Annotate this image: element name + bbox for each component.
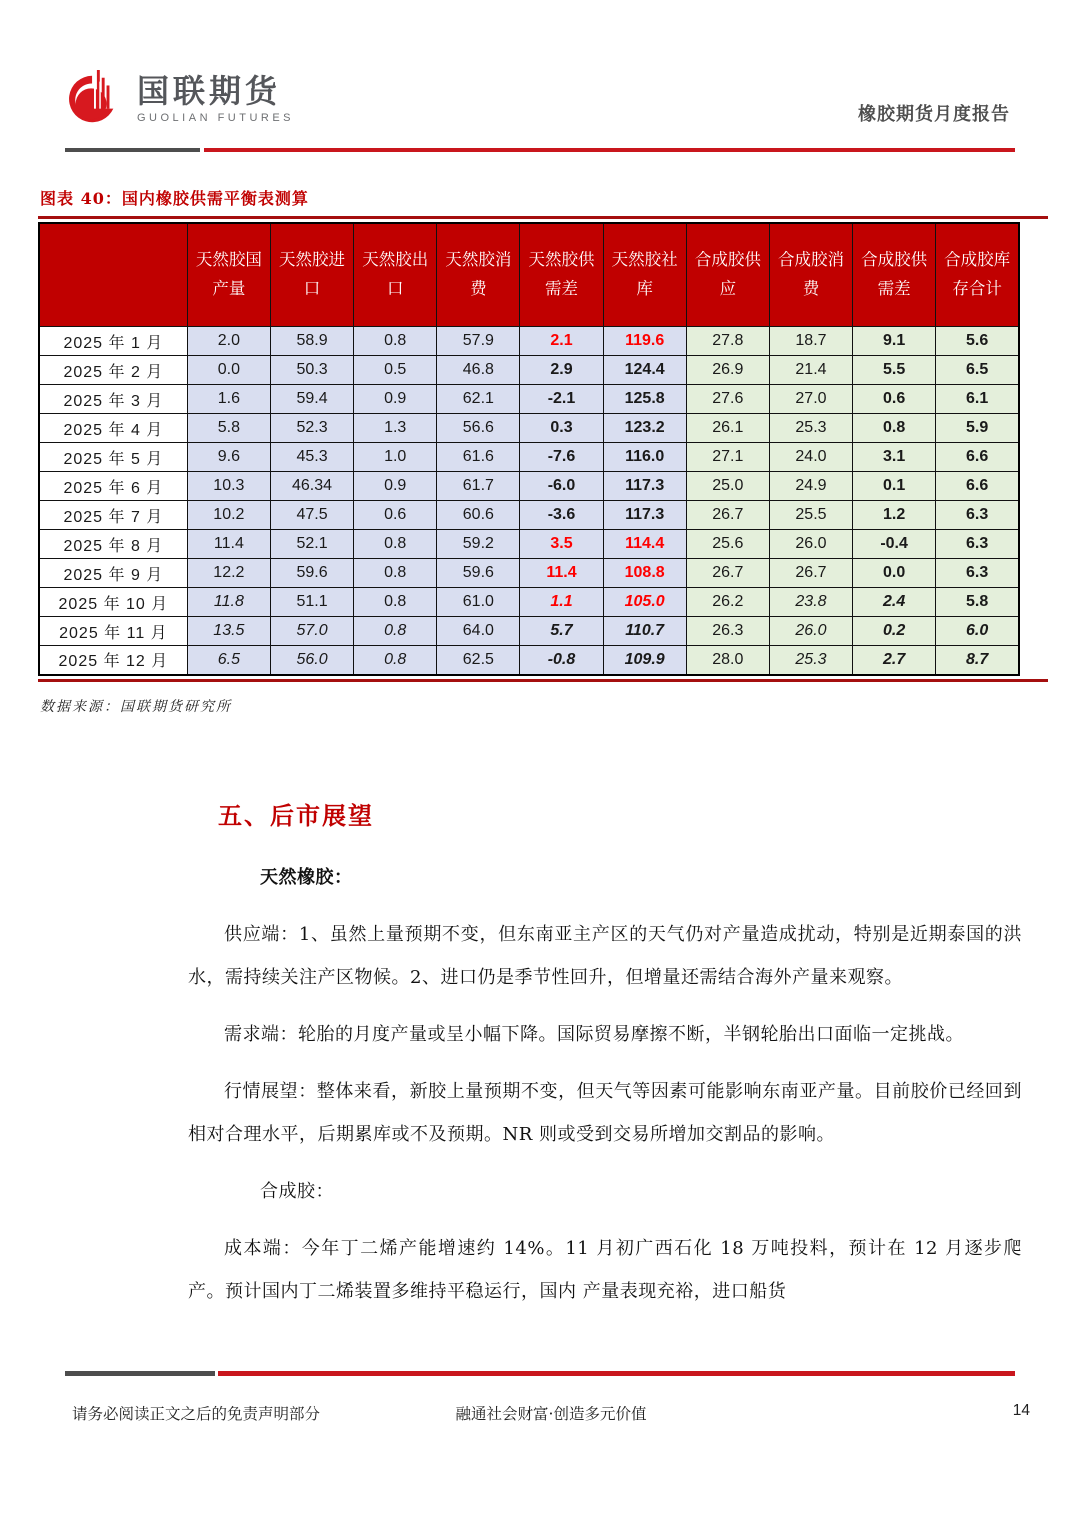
cost-paragraph: 成本端：今年丁二烯产能增速约 14%。11 月初广西石化 18 万吨投料，预计在 12 月逐步爬产。预计国内丁二烯装置多维持平稳运行，国内 产量表现充裕，进口船货 (188, 1238, 1022, 1302)
table-cell: 25.5 (769, 501, 852, 530)
table-row (39, 385, 1019, 414)
column-header: 天然胶国产量 (187, 223, 270, 327)
table-cell: 0.6 (354, 501, 437, 530)
table-cell: 6.6 (936, 472, 1019, 501)
table-cell: 62.5 (437, 646, 520, 675)
table-row (39, 646, 1019, 675)
table-cell: 3.5 (520, 530, 603, 559)
table-cell: 12.2 (187, 559, 270, 588)
table-cell: 47.5 (270, 501, 353, 530)
table-cell: 6.5 (187, 646, 270, 675)
table-cell: 5.8 (936, 588, 1019, 617)
table-cell: -0.4 (853, 530, 936, 559)
row-label: 2025 年 9 月 (39, 559, 187, 588)
footer-divider (65, 1371, 1015, 1376)
table-cell: 9.1 (853, 327, 936, 356)
table-cell: 26.0 (769, 530, 852, 559)
table-cell: 2.0 (187, 327, 270, 356)
footer-divider-red-segment (218, 1371, 1015, 1376)
table-cell: 2.1 (520, 327, 603, 356)
table-cell: 0.8 (354, 588, 437, 617)
table-cell: 25.6 (686, 530, 769, 559)
table-cell: 0.8 (354, 530, 437, 559)
table-cell: 0.3 (520, 414, 603, 443)
table-cell: 27.6 (686, 385, 769, 414)
table-cell: 45.3 (270, 443, 353, 472)
table-cell: 60.6 (437, 501, 520, 530)
table-header-row (39, 223, 1019, 327)
footer-slogan: 融通社会财富·创造多元价值 (455, 1405, 647, 1423)
table-cell: 0.1 (853, 472, 936, 501)
column-header: 合成胶供应 (686, 223, 769, 327)
demand-paragraph: 需求端：轮胎的月度产量或呈小幅下降。国际贸易摩擦不断，半钢轮胎出口面临一定挑战。 (224, 1024, 964, 1045)
table-cell: 0.8 (354, 559, 437, 588)
table-cell: 11.4 (520, 559, 603, 588)
table-cell: 27.0 (769, 385, 852, 414)
table-row (39, 443, 1019, 472)
figure-title: 图表 40：国内橡胶供需平衡表测算 (40, 189, 309, 208)
data-source-note: 数据来源：国联期货研究所 (40, 699, 232, 715)
table-cell: 11.8 (187, 588, 270, 617)
guolian-logo-icon (65, 68, 123, 130)
table-cell: 27.1 (686, 443, 769, 472)
table-cell: 59.6 (270, 559, 353, 588)
table-cell: 61.7 (437, 472, 520, 501)
table-cell: 109.9 (603, 646, 686, 675)
table-cell: 0.8 (354, 646, 437, 675)
supply-paragraph: 供应端：1、虽然上量预期不变，但东南亚主产区的天气仍对产量造成扰动，特别是近期泰国的洪水，需持续关注产区物候。2、进口仍是季节性回升，但增量还需结合海外产量来观察。 (188, 924, 1022, 988)
table-cell: 116.0 (603, 443, 686, 472)
table-cell: 0.9 (354, 385, 437, 414)
row-label: 2025 年 7 月 (39, 501, 187, 530)
table-cell: 11.4 (187, 530, 270, 559)
table-cell: 18.7 (769, 327, 852, 356)
table-cell: 52.1 (270, 530, 353, 559)
balance-table (38, 222, 1020, 676)
column-header: 天然胶社库 (603, 223, 686, 327)
table-cell: 0.5 (354, 356, 437, 385)
table-cell: 0.9 (354, 472, 437, 501)
natural-rubber-subheading: 天然橡胶： (260, 867, 353, 888)
brand-name-cn: 国联期货 (137, 72, 282, 109)
table-cell: 57.0 (270, 617, 353, 646)
row-label: 2025 年 8 月 (39, 530, 187, 559)
corner-header-cell (39, 223, 187, 327)
table-cell: 6.0 (936, 617, 1019, 646)
table-cell: 26.3 (686, 617, 769, 646)
column-header: 天然胶出口 (354, 223, 437, 327)
table-cell: 10.3 (187, 472, 270, 501)
table-cell: 5.6 (936, 327, 1019, 356)
table-cell: 0.6 (853, 385, 936, 414)
table-cell: 0.8 (354, 617, 437, 646)
table-cell: 125.8 (603, 385, 686, 414)
table-cell: 52.3 (270, 414, 353, 443)
table-cell: 119.6 (603, 327, 686, 356)
divider-red-segment (204, 148, 1015, 152)
table-cell: 110.7 (603, 617, 686, 646)
table-cell: 117.3 (603, 501, 686, 530)
table-cell: 13.5 (187, 617, 270, 646)
brand-name-en: GUOLIAN FUTURES (137, 112, 295, 125)
table-cell: 6.3 (936, 501, 1019, 530)
table-row (39, 530, 1019, 559)
footer-page-number: 14 (1012, 1402, 1030, 1419)
footer-disclaimer: 请务必阅读正文之后的免责声明部分 (72, 1405, 321, 1423)
table-cell: 26.2 (686, 588, 769, 617)
column-header: 天然胶消费 (437, 223, 520, 327)
table-cell: 0.0 (853, 559, 936, 588)
table-cell: 1.6 (187, 385, 270, 414)
table-cell: 5.9 (936, 414, 1019, 443)
row-label: 2025 年 10 月 (39, 588, 187, 617)
table-cell: 0.8 (354, 327, 437, 356)
table-cell: 6.6 (936, 443, 1019, 472)
table-cell: 24.9 (769, 472, 852, 501)
table-cell: 25.0 (686, 472, 769, 501)
table-row (39, 559, 1019, 588)
table-cell: 59.2 (437, 530, 520, 559)
table-row (39, 327, 1019, 356)
table-cell: 26.9 (686, 356, 769, 385)
table-cell: 6.1 (936, 385, 1019, 414)
column-header: 合成胶库存合计 (936, 223, 1019, 327)
table-cell: 5.7 (520, 617, 603, 646)
page-header (65, 68, 1015, 146)
outlook-section (188, 856, 1022, 1327)
table-cell: 0.2 (853, 617, 936, 646)
table-cell: 24.0 (769, 443, 852, 472)
table-cell: 26.7 (769, 559, 852, 588)
table-cell: -7.6 (520, 443, 603, 472)
table-cell: 10.2 (187, 501, 270, 530)
table-cell: 1.2 (853, 501, 936, 530)
table-cell: 56.0 (270, 646, 353, 675)
report-type-label: 橡胶期货月度报告 (858, 104, 1010, 125)
column-header: 合成胶消费 (769, 223, 852, 327)
table-cell: 50.3 (270, 356, 353, 385)
row-label: 2025 年 12 月 (39, 646, 187, 675)
table-cell: 1.3 (354, 414, 437, 443)
table-row (39, 501, 1019, 530)
column-header: 合成胶供需差 (853, 223, 936, 327)
table-cell: 64.0 (437, 617, 520, 646)
table-cell: 8.7 (936, 646, 1019, 675)
table-cell: 26.7 (686, 501, 769, 530)
table-cell: 46.34 (270, 472, 353, 501)
table-cell: 27.8 (686, 327, 769, 356)
table-cell: 1.1 (520, 588, 603, 617)
table-cell: 6.3 (936, 530, 1019, 559)
table-cell: 108.8 (603, 559, 686, 588)
row-label: 2025 年 5 月 (39, 443, 187, 472)
table-body (39, 327, 1019, 675)
table-cell: -2.1 (520, 385, 603, 414)
row-label: 2025 年 4 月 (39, 414, 187, 443)
table-cell: 25.3 (769, 646, 852, 675)
table-cell: 2.9 (520, 356, 603, 385)
table-cell: 5.5 (853, 356, 936, 385)
table-top-rule (38, 216, 1048, 219)
table-cell: 21.4 (769, 356, 852, 385)
table-cell: 0.8 (853, 414, 936, 443)
table-cell: 6.5 (936, 356, 1019, 385)
market-outlook-paragraph: 行情展望：整体来看，新胶上量预期不变，但天气等因素可能影响东南亚产量。目前胶价已经回到相对合理水平，后期累库或不及预期。NR 则或受到交易所增加交割品的影响。 (188, 1081, 1022, 1145)
table-cell: 62.1 (437, 385, 520, 414)
table-cell: 59.4 (270, 385, 353, 414)
table-cell: 25.3 (769, 414, 852, 443)
row-label: 2025 年 3 月 (39, 385, 187, 414)
table-cell: -3.6 (520, 501, 603, 530)
synthetic-rubber-subheading: 合成胶： (260, 1181, 334, 1202)
table-cell: 26.1 (686, 414, 769, 443)
table-row (39, 356, 1019, 385)
table-cell: 124.4 (603, 356, 686, 385)
table-cell: 9.6 (187, 443, 270, 472)
table-cell: -0.8 (520, 646, 603, 675)
table-cell: 2.4 (853, 588, 936, 617)
table-cell: -6.0 (520, 472, 603, 501)
table-cell: 23.8 (769, 588, 852, 617)
row-label: 2025 年 6 月 (39, 472, 187, 501)
table-cell: 28.0 (686, 646, 769, 675)
table-cell: 46.8 (437, 356, 520, 385)
row-label: 2025 年 1 月 (39, 327, 187, 356)
footer-divider-gray-segment (65, 1371, 215, 1376)
column-header: 天然胶进口 (270, 223, 353, 327)
table-cell: 58.9 (270, 327, 353, 356)
section-title: 五、后市展望 (218, 801, 374, 830)
table-cell: 0.0 (187, 356, 270, 385)
row-label: 2025 年 2 月 (39, 356, 187, 385)
column-header: 天然胶供需差 (520, 223, 603, 327)
header-divider (65, 148, 1015, 152)
table-cell: 57.9 (437, 327, 520, 356)
table-cell: 26.7 (686, 559, 769, 588)
table-cell: 2.7 (853, 646, 936, 675)
table-cell: 5.8 (187, 414, 270, 443)
table-row (39, 617, 1019, 646)
table-cell: 51.1 (270, 588, 353, 617)
table-row (39, 588, 1019, 617)
table-bottom-rule (38, 679, 1048, 682)
table-cell: 3.1 (853, 443, 936, 472)
divider-gray-segment (65, 148, 200, 152)
table-cell: 26.0 (769, 617, 852, 646)
table-cell: 117.3 (603, 472, 686, 501)
table-cell: 6.3 (936, 559, 1019, 588)
table-cell: 61.6 (437, 443, 520, 472)
table-cell: 105.0 (603, 588, 686, 617)
table-cell: 123.2 (603, 414, 686, 443)
row-label: 2025 年 11 月 (39, 617, 187, 646)
table-cell: 56.6 (437, 414, 520, 443)
table-cell: 59.6 (437, 559, 520, 588)
table-cell: 61.0 (437, 588, 520, 617)
table-cell: 114.4 (603, 530, 686, 559)
table-cell: 1.0 (354, 443, 437, 472)
table-row (39, 414, 1019, 443)
table-row (39, 472, 1019, 501)
